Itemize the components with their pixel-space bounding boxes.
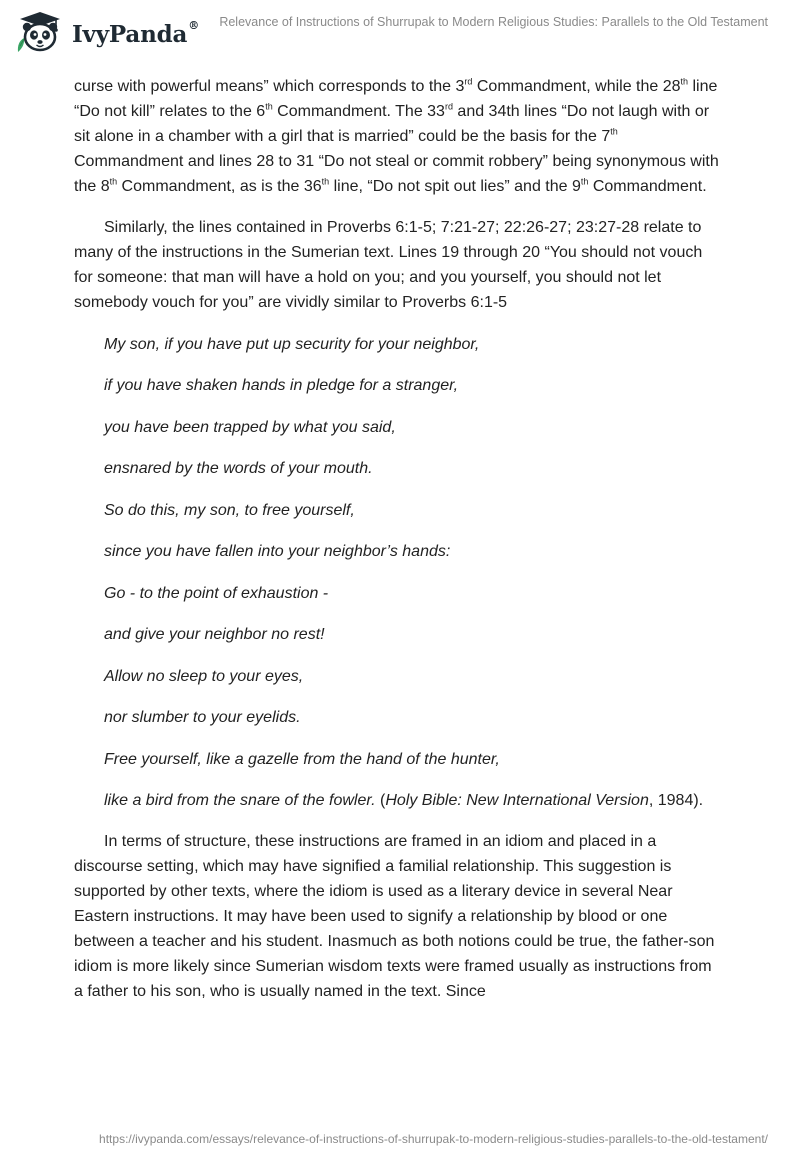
quote-line: ensnared by the words of your mouth. — [104, 460, 373, 477]
essay-body — [74, 74, 722, 1004]
quote-line: since you have fallen into your neighbor’s hands: — [104, 543, 451, 560]
quote-line: and give your neighbor no rest! — [104, 626, 325, 643]
quote-citation-line: like a bird from the snare of the fowler. (Holy Bible: New International Version, 1984). — [104, 792, 704, 809]
quote-line: you have been trapped by what you said, — [104, 418, 396, 436]
quote-line: Free yourself, like a gazelle from the hand of the hunter, — [104, 750, 500, 768]
proverbs-quote — [74, 332, 722, 814]
paragraph-proverbs: Similarly, the lines contained in Proverbs 6:1-5; 7:21-27; 22:26-27; 23:27-28 relate to many of the instructions in the Sumerian text. Lines 19 through 20 “You should not vouch for someone: that man will have a hold on you; and you yourself, you should not let somebody vouch for you” are vividly similar to Proverbs 6:1-5 — [74, 219, 703, 311]
page-header — [0, 0, 800, 60]
quote-line: nor slumber to your eyelids. — [104, 709, 301, 726]
essay-title: Relevance of Instructions of Shurrupak to Modern Religious Studies: Parallels to the Old Testament — [219, 15, 768, 29]
quote-line: My son, if you have put up security for your neighbor, — [104, 335, 480, 353]
citation-title: Holy Bible: New International Version — [385, 792, 649, 809]
quote-line: Go - to the point of exhaustion - — [104, 584, 329, 602]
ivypanda-logo[interactable] — [14, 10, 199, 54]
brand-name: IvyPanda® — [72, 18, 199, 48]
paragraph-structure: In terms of structure, these instructions are framed in an idiom and placed in a discourse setting, which may have signified a familial relationship. This suggestion is supported by other texts, where the idiom is used as a literary device in several Near Eastern instructions. It may have been used to signify a relationship by blood or one between a teacher and his student. Inasmuch as both notions could be true, the father-son idiom is more likely since Sumerian wisdom texts were framed usually as instructions from a father to his son, who is usually named in the text. Since — [74, 833, 715, 1000]
quote-line: So do this, my son, to free yourself, — [104, 501, 355, 519]
quote-line: Allow no sleep to your eyes, — [104, 667, 304, 685]
paragraph-commandments: curse with powerful means” which corresponds to the 3rd Commandment, while the 28th line “Do not kill” relates to the 6th Commandment. The 33rd and 34th lines “Do not laugh with or sit alone in a chamber with a girl that is married” could be the basis for the 7th Commandment and lines 28 to 31 “Do not steal or commit robbery” being synonymous with the 8th Commandment, as is the 36th line, “Do not spit out lies” and the 9th Commandment. — [74, 76, 719, 195]
panda-graduate-icon — [14, 10, 66, 54]
source-url[interactable]: https://ivypanda.com/essays/relevance-of-instructions-of-shurrupak-to-modern-religious-studies-parallels-to-the-old-testament/ — [99, 1132, 768, 1146]
registered-mark: ® — [188, 18, 199, 32]
quote-line: if you have shaken hands in pledge for a stranger, — [104, 377, 459, 394]
